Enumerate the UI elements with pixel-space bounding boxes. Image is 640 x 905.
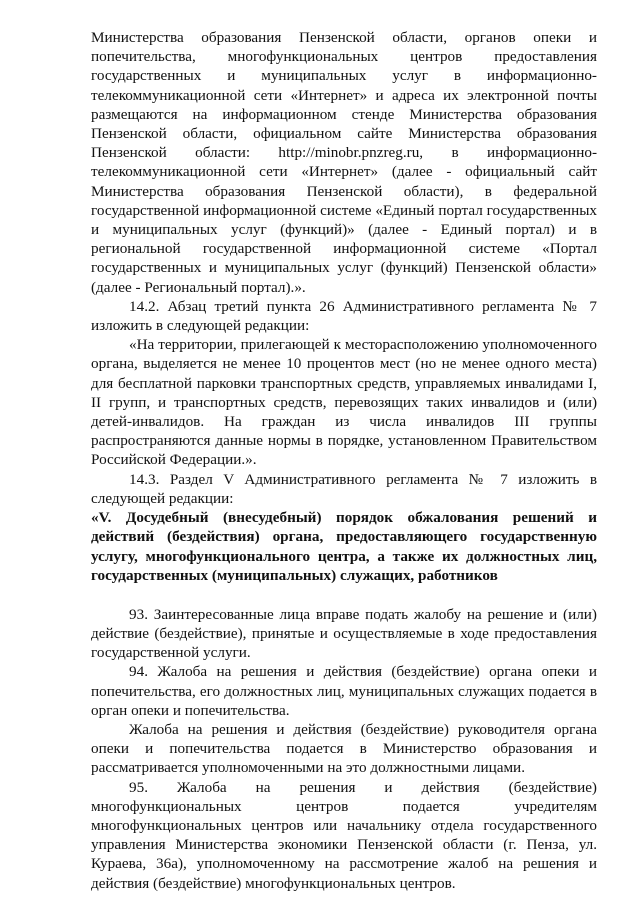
paragraph-14-2: 14.2. Абзац третий пункта 26 Административного регламента № 7 изложить в следующей редакции: — [91, 297, 597, 335]
document-page — [91, 28, 597, 893]
paragraph-95: 95. Жалоба на решения и действия (бездействие) многофункциональных центров подается учредителям многофункциональных центров или начальнику отдела государственного управления Министерства экономики Пензенской области (г. Пенза, ул. Кураева, 36а), уполномоченному на рассмотрение жалоб на решения и действия (бездействие) многофункциональных центров. — [91, 778, 597, 892]
paragraph-contacts-continued: Министерства образования Пензенской области, органов опеки и попечительства, многофункциональных центров предоставления государственных и муниципальных услуг в информационно-телекоммуникационной сети «Интернет» и адреса их электронной почты размещаются на информационном стенде Министерства образования Пензенской области, официальном сайте Министерства образования Пензенской области: http://minobr.pnzreg.ru, в информационно-телекоммуникационной сети «Интернет» (далее - официальный сайт Министерства образования Пензенской области), в федеральной государственной информационной системе «Единый портал государственных и муниципальных услуг (функций)» (далее - Единый портал) и в региональной государственной информационной системе «Портал государственных и муниципальных услуг (функций) Пензенской области» (далее - Региональный портал).». — [91, 29, 597, 296]
spacer — [91, 586, 597, 605]
paragraph-93: 93. Заинтересованные лица вправе подать жалобу на решение и (или) действие (бездействие), принятые и осуществляемые в ходе предоставления государственной услуги. — [91, 605, 597, 662]
paragraph-94-complaint-head: Жалоба на решения и действия (бездействие) руководителя органа опеки и попечительства подается в Министерство образования и рассматривается уполномоченными на это должностными лицами. — [91, 720, 597, 777]
paragraph-parking-quote: «На территории, прилегающей к месторасположению уполномоченного органа, выделяется не менее 10 процентов мест (но не менее одного места) для бесплатной парковки транспортных средств, управляемых инвалидами I, II групп, и транспортных средств, перевозящих таких инвалидов и (или) детей-инвалидов. На граждан из числа инвалидов III группы распространяются данные нормы в порядке, установленном Правительством Российской Федерации.». — [91, 336, 597, 469]
paragraph-94: 94. Жалоба на решения и действия (бездействие) органа опеки и попечительства, его должностных лиц, муниципальных служащих подается в орган опеки и попечительства. — [91, 663, 597, 719]
paragraph-14-3: 14.3. Раздел V Административного регламента № 7 изложить в следующей редакции: — [91, 470, 597, 507]
section-v-heading: «V. Досудебный (внесудебный) порядок обжалования решений и действий (бездействия) органа, предоставляющего государственную услугу, многофункционального центра, а также их должностных лиц, государственных (муниципальных) служащих, работников — [91, 509, 597, 585]
